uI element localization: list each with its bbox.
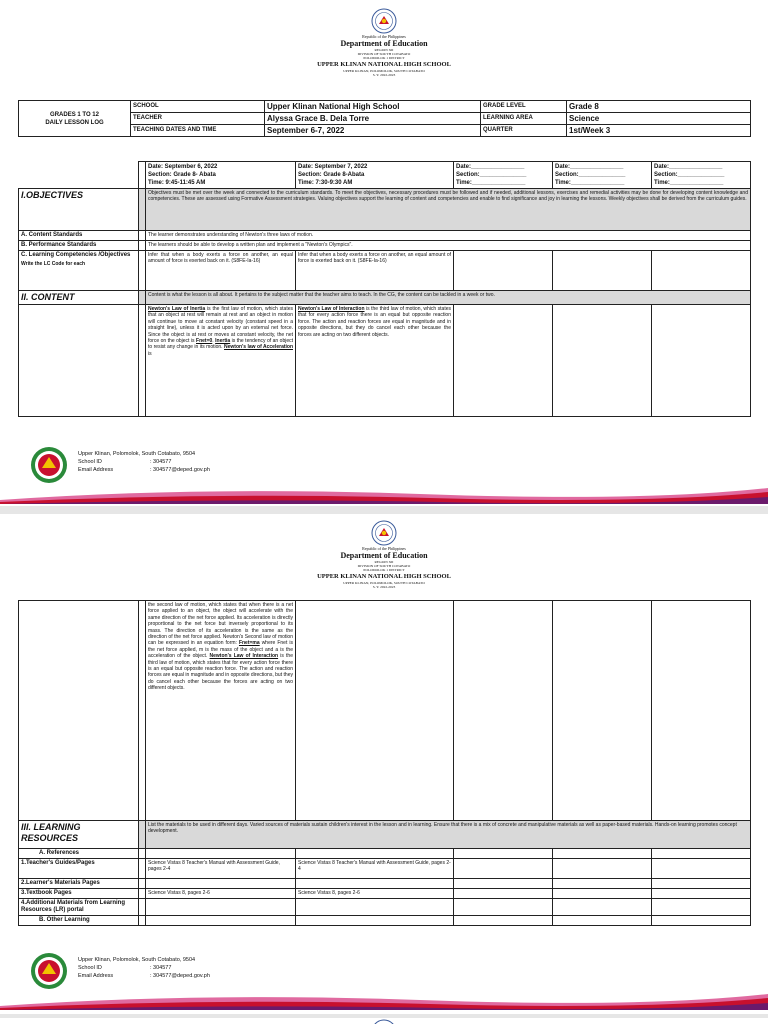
lesson-table-p1	[18, 161, 751, 417]
day1-date: Date: September 6, 2022	[148, 164, 218, 170]
footer-wave	[0, 992, 768, 1010]
performance-standards-label: B. Performance Standards	[19, 241, 139, 251]
letterhead-p2: Republic of the Philippines Department of Education REGION XII DIVISION OF SOUTH COTABATO POLOMOLOK 1 DISTRICT UPPER KLINAN NATIONAL HIGH SCHOOL UPPER KLINAN, POLOMOLOK, SOUTH COTABATO S. Y. 2022-2023	[0, 520, 768, 589]
area-value: Science	[567, 113, 751, 125]
district-text: POLOMOLOK 1 DISTRICT	[363, 56, 405, 61]
textbook-label: 3.Textbook Pages	[19, 889, 139, 899]
day5-header: Date:________________ Section:______________ Time:________________	[652, 162, 751, 189]
area-label: LEARNING AREA	[481, 113, 567, 125]
performance-standards-text: The learners should be able to develop a written plan and implement a "Newton's Olympics".	[146, 241, 751, 251]
page-3	[0, 1018, 768, 1024]
day1-content: Newton's Law of Inertia is the first law of motion, which states that an object at rest will remain at rest and an object in motion will continue to move at constant velocity (constant speed in a straight line), unless it is acted upon by an external net force. Since the object is at rest or moves at constant velocity, the net force on the object is Fnet=0. Inertia is the tendency of an object to resist any change in its motion. Newton's law of Acceleration is	[146, 305, 296, 417]
info-table	[18, 100, 751, 137]
day3-header: Date:________________ Section:______________ Time:________________	[454, 162, 553, 189]
resources-title: III. LEARNING RESOURCES	[19, 821, 139, 849]
day1-textbook: Science Vistas 8, pages 2-6	[146, 889, 296, 899]
day1-header	[146, 162, 296, 189]
footer-email-value: : 304577@deped.gov.ph	[150, 467, 210, 473]
content-title: II. CONTENT	[19, 291, 139, 305]
footer-contact	[78, 450, 210, 474]
content-standards-label: A. Content Standards	[19, 231, 139, 241]
department-text: Department of Education	[340, 39, 428, 48]
content-desc: Content is what the lesson is all about. It pertains to the subject matter that the teacher aims to teach. In the CG, the content can be tackled in a week or two.	[146, 291, 751, 305]
day2-content: Newton's Law of Interaction is the third law of motion, which states that for every action force there is an equal but opposite reaction force. The action and reaction forces are equal in magnitude and in opposite directions, but they do cancel each other because the forces are acting on two different objects.	[296, 305, 454, 417]
teacher-value: Alyssa Grace B. Dela Torre	[265, 113, 481, 125]
school-value: Upper Klinan National High School	[265, 101, 481, 113]
footer-id-value: : 304577	[150, 459, 172, 465]
additional-materials-label: 4.Additional Materials from Learning Resources (LR) portal	[19, 899, 139, 916]
teachers-guide-label: 1.Teacher's Guides/Pages	[19, 859, 139, 879]
republic-text: Republic of the Philippines	[362, 34, 406, 39]
day2-time: Time: 7:30-9:30 AM	[298, 180, 353, 186]
division-text: DIVISION OF SOUTH COTABATO	[357, 52, 411, 57]
page-2	[0, 514, 768, 1014]
footer-address: Upper Klinan, Polomolok, South Cotabato, 9504	[78, 451, 196, 457]
region-text: REGION XII	[374, 48, 394, 52]
lc-code-note: Write the LC Code for each	[21, 261, 86, 267]
grade-label: GRADE LEVEL	[481, 101, 567, 113]
quarter-value: 1st/Week 3	[567, 125, 751, 137]
day1-teachers-guide: Science Vistas 8 Teacher's Manual with Assessment Guide, pages 2-4	[146, 859, 296, 879]
dates-value: September 6-7, 2022	[265, 125, 481, 137]
dates-label: TEACHING DATES AND TIME	[131, 125, 265, 137]
competencies-label: C. Learning Competencies /Objectives Write the LC Code for each	[19, 251, 139, 291]
footer-wave	[0, 486, 768, 504]
content-standards-text: The learner demonstrates understanding of Newton's three laws of motion.	[146, 231, 751, 241]
grade-value: Grade 8	[567, 101, 751, 113]
references-label: A. References	[19, 849, 139, 859]
footer-email-label: Email Address	[78, 467, 114, 473]
day2-textbook: Science Vistas 8, pages 2-6	[296, 889, 454, 899]
day2-date: Date: September 7, 2022	[298, 164, 368, 170]
day2-teachers-guide: Science Vistas 8 Teacher's Manual with Assessment Guide, pages 2-4	[296, 859, 454, 879]
day4-header: Date:________________ Section:______________ Time:________________	[553, 162, 652, 189]
footer-contact-p2: Upper Klinan, Polomolok, South Cotabato, 9504 School ID : 304577 Email Address : 304577@deped.gov.ph	[78, 957, 210, 979]
log-title: GRADES 1 TO 12 DAILY LESSON LOG	[19, 101, 131, 137]
footer-p2	[0, 950, 768, 1010]
page-1	[0, 0, 768, 506]
day1-content-cont: the second law of motion, which states that when there is a net force applied to an object, the object will accelerate with the same direction of the net force applied. Its acceleration is directly proportional to the net force but inversely proportional to its mass. The direction of its acceleration is the same as the direction of the net force applied. Newton's Second law of motion can be expressed in an equation form: Fnet=ma where Fnet is the net force applied, m is the mass of the object and a is the acceleration of the object. Newton's Law of Interaction is the third law of motion, which states that for every action force there is an equal but opposite reaction force. The action and reaction forces are equal in magnitude and in opposite directions, but they do cancel each other because the forces are acting on two different objects.	[146, 601, 296, 821]
quarter-label: QUARTER	[481, 125, 567, 137]
letterhead	[0, 8, 768, 77]
school-logo-icon	[30, 952, 68, 990]
school-name: UPPER KLINAN NATIONAL HIGH SCHOOL	[317, 60, 451, 68]
school-logo-icon	[30, 446, 68, 484]
objectives-desc: Objectives must be met over the week and connected to the curriculum standards. To meet the objectives, necessary procedures must be followed and if needed, additional lessons, exercises and remedial activities may be done for developing content knowledge and competencies. These are assessed using Formative Assessment strategies. Valuing objectives support the learning of content and competencies and enable to find significance and joy in learning the lessons. Weekly objectives shall be derived from the curriculum guides.	[146, 189, 751, 231]
day2-header	[296, 162, 454, 189]
school-address: UPPER KLINAN, POLOMOLOK, SOUTH COTABATO	[343, 68, 425, 73]
footer-id-label: School ID	[78, 459, 102, 465]
school-label: SCHOOL	[131, 101, 265, 113]
objectives-title: I.OBJECTIVES	[19, 189, 139, 231]
other-learning-label: B. Other Learning	[19, 916, 139, 926]
school-year: S. Y. 2022-2023	[372, 72, 396, 77]
resources-desc: List the materials to be used in different days. Varied sources of materials sustain children's interest in the lesson and in learning. Ensure that there is a mix of concrete and manipulative materials as well as paper-based materials. Hands-on learning promotes concept development.	[146, 821, 751, 849]
day1-competency: Infer that when a body exerts a force on another, an equal amount of force is exerted back on it. (S8FE-Ia-16)	[146, 251, 296, 291]
day1-section: Section: Grade 8- Abata	[148, 172, 216, 178]
deped-seal-icon	[371, 520, 397, 546]
teacher-label: TEACHER	[131, 113, 265, 125]
learners-materials-label: 2.Learner's Materials Pages	[19, 879, 139, 889]
deped-seal-icon	[371, 1019, 397, 1024]
day2-section: Section: Grade 8-Abata	[298, 172, 365, 178]
day1-time: Time: 9:45-11:45 AM	[148, 180, 206, 186]
lesson-table-p2	[18, 600, 751, 926]
day2-competency: Infer that when a body exerts a force on another, an equal amount of force is exerted back on it. (S8FE-Ia-16)	[296, 251, 454, 291]
footer-p1	[0, 444, 768, 504]
deped-seal-icon	[371, 8, 397, 34]
